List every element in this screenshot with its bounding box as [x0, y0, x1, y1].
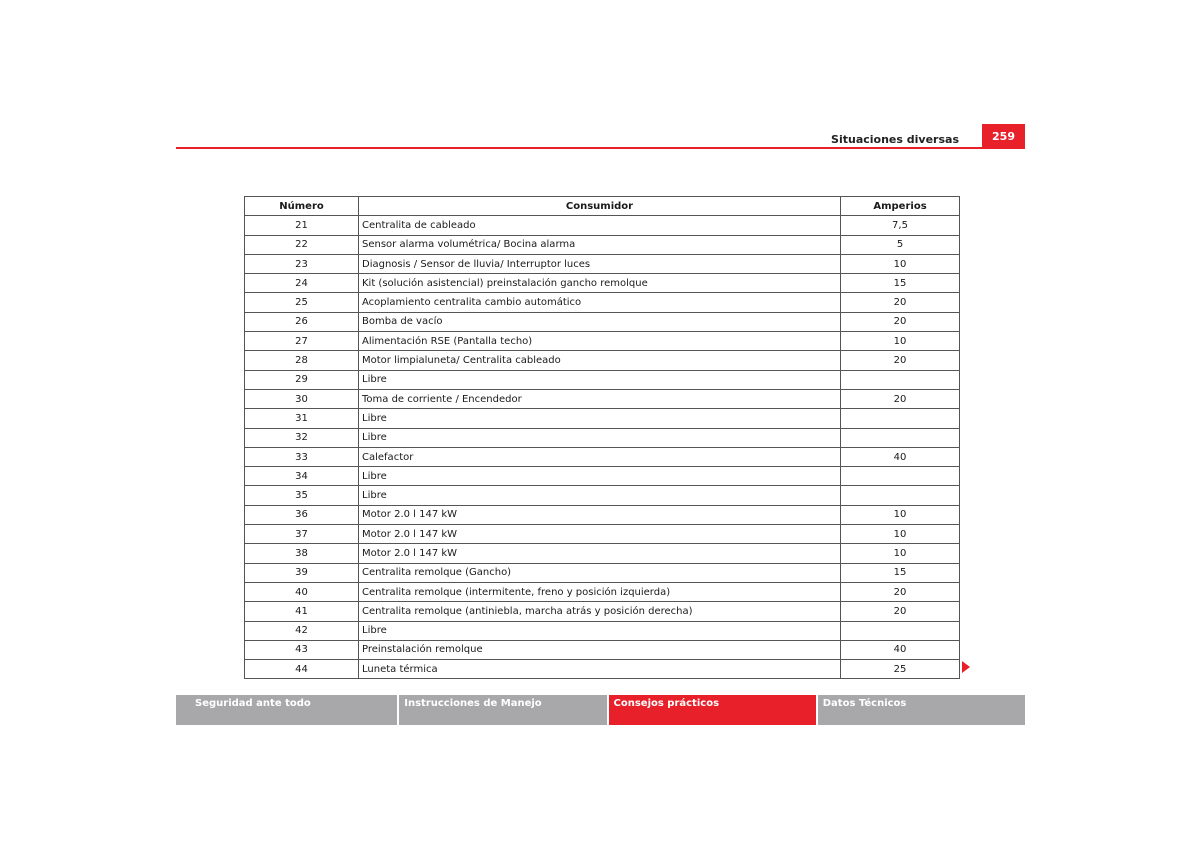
cell-number: 32: [245, 428, 359, 447]
section-title: Situaciones diversas: [831, 133, 959, 146]
page-number: 259: [982, 124, 1025, 149]
table-row: [245, 428, 960, 447]
cell-amperes: 10: [841, 544, 960, 563]
cell-number: 36: [245, 505, 359, 524]
cell-number: 40: [245, 582, 359, 601]
cell-amperes: 20: [841, 582, 960, 601]
table-header-row: [245, 197, 960, 216]
cell-consumer: Motor 2.0 l 147 kW: [359, 505, 841, 524]
cell-number: 37: [245, 525, 359, 544]
cell-amperes: 15: [841, 274, 960, 293]
cell-number: 21: [245, 216, 359, 235]
cell-number: 23: [245, 254, 359, 273]
footer-nav: [176, 695, 1025, 725]
cell-amperes: 10: [841, 254, 960, 273]
table-row: [245, 525, 960, 544]
cell-amperes: 40: [841, 640, 960, 659]
cell-number: 33: [245, 447, 359, 466]
cell-number: 25: [245, 293, 359, 312]
table-row: [245, 486, 960, 505]
cell-number: 22: [245, 235, 359, 254]
column-header-number: Número: [245, 197, 359, 216]
cell-consumer: Motor limpialuneta/ Centralita cableado: [359, 351, 841, 370]
nav-tab-datos[interactable]: Datos Técnicos: [818, 695, 1025, 725]
cell-amperes: [841, 428, 960, 447]
table-row: [245, 389, 960, 408]
cell-consumer: Libre: [359, 409, 841, 428]
table-row: [245, 621, 960, 640]
table-row: [245, 293, 960, 312]
cell-amperes: 20: [841, 389, 960, 408]
table-row: [245, 602, 960, 621]
cell-consumer: Libre: [359, 370, 841, 389]
cell-consumer: Centralita remolque (intermitente, freno y posición izquierda): [359, 582, 841, 601]
cell-number: 31: [245, 409, 359, 428]
table-row: [245, 351, 960, 370]
table-row: [245, 332, 960, 351]
cell-number: 26: [245, 312, 359, 331]
cell-amperes: [841, 467, 960, 486]
cell-amperes: 10: [841, 505, 960, 524]
cell-number: 28: [245, 351, 359, 370]
cell-number: 34: [245, 467, 359, 486]
cell-number: 44: [245, 660, 359, 679]
fuse-table: [244, 196, 960, 679]
table-row: [245, 563, 960, 582]
table-row: [245, 254, 960, 273]
cell-amperes: [841, 486, 960, 505]
cell-consumer: Preinstalación remolque: [359, 640, 841, 659]
cell-number: 30: [245, 389, 359, 408]
cell-number: 41: [245, 602, 359, 621]
cell-number: 35: [245, 486, 359, 505]
cell-number: 42: [245, 621, 359, 640]
cell-number: 39: [245, 563, 359, 582]
cell-amperes: 20: [841, 312, 960, 331]
cell-amperes: 5: [841, 235, 960, 254]
cell-amperes: 7,5: [841, 216, 960, 235]
table-row: [245, 409, 960, 428]
header-rule: [176, 147, 1025, 149]
cell-amperes: 20: [841, 293, 960, 312]
cell-consumer: Libre: [359, 467, 841, 486]
table-row: [245, 640, 960, 659]
cell-consumer: Acoplamiento centralita cambio automático: [359, 293, 841, 312]
cell-consumer: Sensor alarma volumétrica/ Bocina alarma: [359, 235, 841, 254]
table-row: [245, 505, 960, 524]
nav-tab-instrucciones[interactable]: Instrucciones de Manejo: [399, 695, 606, 725]
cell-consumer: Motor 2.0 l 147 kW: [359, 544, 841, 563]
cell-amperes: 20: [841, 602, 960, 621]
cell-consumer: Libre: [359, 486, 841, 505]
table-row: [245, 312, 960, 331]
cell-number: 43: [245, 640, 359, 659]
table-row: [245, 660, 960, 679]
table-row: [245, 216, 960, 235]
cell-amperes: 20: [841, 351, 960, 370]
cell-consumer: Diagnosis / Sensor de lluvia/ Interruptor luces: [359, 254, 841, 273]
cell-consumer: Kit (solución asistencial) preinstalación gancho remolque: [359, 274, 841, 293]
cell-amperes: [841, 621, 960, 640]
cell-consumer: Luneta térmica: [359, 660, 841, 679]
column-header-consumer: Consumidor: [359, 197, 841, 216]
next-page-arrow-icon[interactable]: [962, 661, 970, 673]
cell-amperes: 25: [841, 660, 960, 679]
table-row: [245, 235, 960, 254]
cell-consumer: Bomba de vacío: [359, 312, 841, 331]
cell-number: 38: [245, 544, 359, 563]
cell-number: 27: [245, 332, 359, 351]
cell-consumer: Centralita remolque (Gancho): [359, 563, 841, 582]
cell-amperes: [841, 370, 960, 389]
cell-amperes: 40: [841, 447, 960, 466]
table-row: [245, 544, 960, 563]
table-row: [245, 370, 960, 389]
cell-amperes: 10: [841, 525, 960, 544]
cell-consumer: Centralita remolque (antiniebla, marcha atrás y posición derecha): [359, 602, 841, 621]
cell-consumer: Libre: [359, 428, 841, 447]
cell-consumer: Libre: [359, 621, 841, 640]
cell-amperes: 15: [841, 563, 960, 582]
nav-tab-consejos[interactable]: Consejos prácticos: [609, 695, 816, 725]
cell-consumer: Motor 2.0 l 147 kW: [359, 525, 841, 544]
table-row: [245, 582, 960, 601]
table-row: [245, 467, 960, 486]
cell-consumer: Calefactor: [359, 447, 841, 466]
cell-consumer: Toma de corriente / Encendedor: [359, 389, 841, 408]
nav-tab-seguridad[interactable]: Seguridad ante todo: [176, 695, 397, 725]
cell-amperes: 10: [841, 332, 960, 351]
table-row: [245, 274, 960, 293]
cell-amperes: [841, 409, 960, 428]
cell-consumer: Alimentación RSE (Pantalla techo): [359, 332, 841, 351]
table-row: [245, 447, 960, 466]
cell-consumer: Centralita de cableado: [359, 216, 841, 235]
column-header-amperes: Amperios: [841, 197, 960, 216]
cell-number: 29: [245, 370, 359, 389]
cell-number: 24: [245, 274, 359, 293]
